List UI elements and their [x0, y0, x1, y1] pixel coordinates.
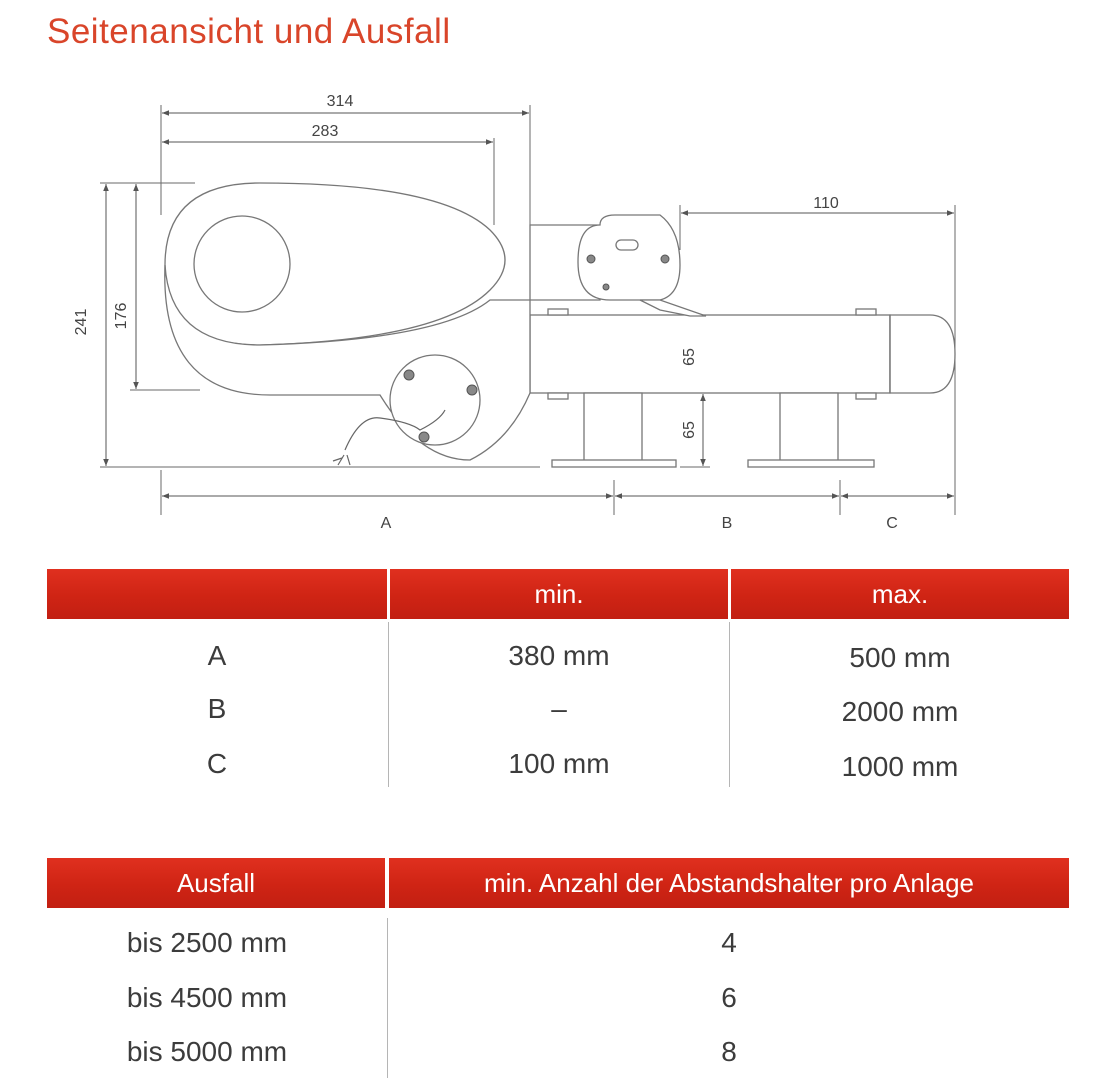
table2-row-count: 6 — [721, 982, 737, 1013]
dim-label-a: A — [380, 515, 392, 532]
dim-65-lower: 65 — [681, 421, 698, 439]
table1-row-max: 500 mm — [849, 642, 951, 673]
dim-110: 110 — [813, 195, 839, 212]
page-title: Seitenansicht und Ausfall — [47, 12, 451, 51]
table1-header-min: min. — [390, 569, 728, 619]
dim-283: 283 — [311, 123, 339, 140]
table1-divider — [729, 622, 730, 787]
table2-row-ausfall: bis 5000 mm — [126, 1036, 288, 1067]
dim-176: 176 — [113, 302, 130, 330]
table2-header-count: min. Anzahl der Abstandshalter pro Anlage — [389, 858, 1069, 908]
dim-label-c: C — [886, 515, 898, 532]
table2-header-ausfall: Ausfall — [47, 858, 385, 908]
table1-row-min: 100 mm — [508, 748, 610, 779]
table1-row-max: 1000 mm — [841, 751, 959, 782]
table1-divider — [388, 622, 389, 787]
dim-314: 314 — [326, 93, 354, 110]
table1-row-min: 380 mm — [508, 640, 610, 671]
dim-241: 241 — [73, 308, 90, 336]
table1-row-label: C — [206, 748, 228, 779]
table1-row-min: – — [551, 693, 567, 724]
table1-header-empty — [47, 569, 387, 619]
table2-row-count: 8 — [721, 1036, 737, 1067]
dim-label-b: B — [721, 515, 733, 532]
table1-row-label: A — [207, 640, 227, 671]
table2-row-ausfall: bis 2500 mm — [126, 927, 288, 958]
table2-row-ausfall: bis 4500 mm — [126, 982, 288, 1013]
table1-row-max: 2000 mm — [841, 696, 959, 727]
table1-header-max: max. — [731, 569, 1069, 619]
table1-row-label: B — [207, 693, 227, 724]
dim-65-upper: 65 — [681, 348, 698, 366]
table2-divider — [387, 918, 388, 1078]
table2-row-count: 4 — [721, 927, 737, 958]
